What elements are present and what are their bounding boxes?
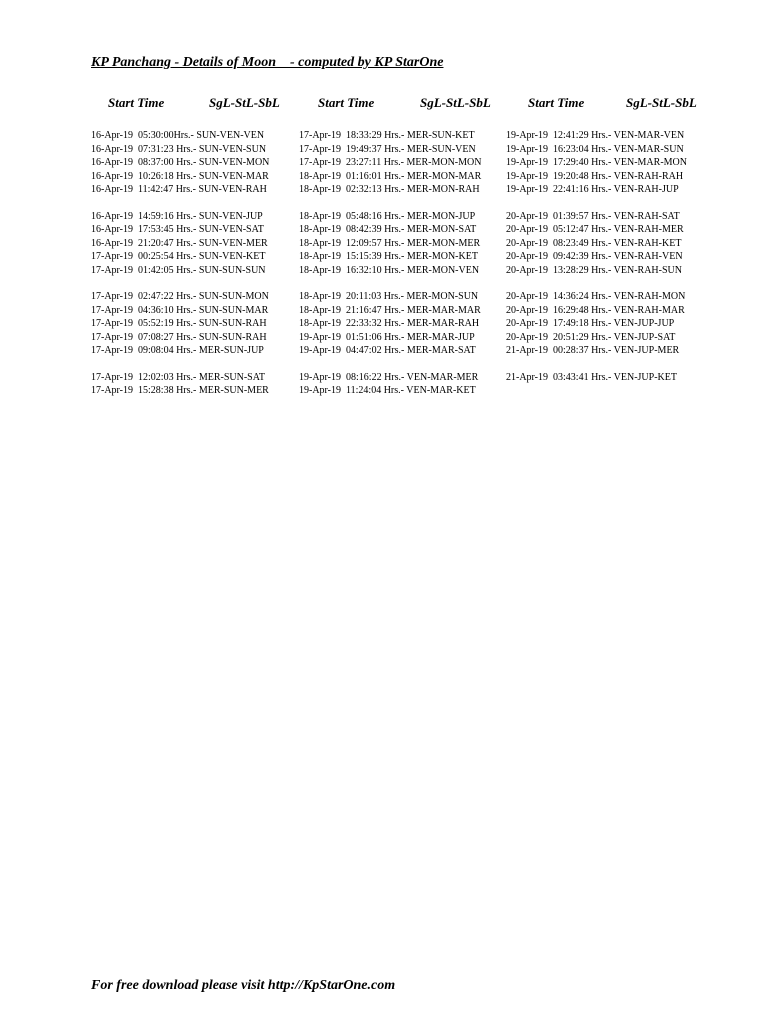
footer-download-note: For free download please visit http://KpStarOne.com: [91, 978, 396, 993]
entry-row: 21-Apr-19 00:28:37 Hrs.- VEN-JUP-MER: [506, 345, 680, 356]
entry-row: 19-Apr-19 16:23:04 Hrs.- VEN-MAR-SUN: [506, 143, 684, 155]
group-spacer: [299, 358, 481, 371]
column-header-sgl-stl-sbl-3: SgL-StL-SbL: [626, 95, 697, 110]
entry-row: 20-Apr-19 05:12:47 Hrs.- VEN-RAH-MER: [506, 224, 684, 235]
entry-row: 16-Apr-19 21:20:47 Hrs.- SUN-VEN-MER: [91, 237, 268, 249]
column-header-sgl-stl-sbl-1: SgL-StL-SbL: [209, 95, 280, 110]
entry-row: 18-Apr-19 05:48:16 Hrs.- MER-MON-JUP: [299, 210, 476, 222]
entries-column-3: [506, 129, 687, 384]
entry-row: 16-Apr-19 05:30:00Hrs.- SUN-VEN-VEN: [91, 130, 265, 141]
entry-row: 17-Apr-19 15:28:38 Hrs.- MER-SUN-MER: [91, 385, 269, 396]
entry-row: 17-Apr-19 02:47:22 Hrs.- SUN-SUN-MON: [91, 291, 269, 302]
entry-row: 17-Apr-19 00:25:54 Hrs.- SUN-VEN-KET: [91, 251, 266, 262]
entry-row: 18-Apr-19 15:15:39 Hrs.- MER-MON-KET: [299, 251, 478, 262]
entry-row: 17-Apr-19 19:49:37 Hrs.- MER-SUN-VEN: [299, 143, 476, 155]
column-header-sgl-stl-sbl-2: SgL-StL-SbL: [420, 95, 491, 110]
entry-row: 19-Apr-19 04:47:02 Hrs.- MER-MAR-SAT: [299, 345, 476, 356]
entry-row: 20-Apr-19 20:51:29 Hrs.- VEN-JUP-SAT: [506, 331, 676, 343]
entry-row: 20-Apr-19 08:23:49 Hrs.- VEN-RAH-KET: [506, 237, 682, 249]
entry-row: 16-Apr-19 07:31:23 Hrs.- SUN-VEN-SUN: [91, 143, 267, 155]
entry-row: 18-Apr-19 12:09:57 Hrs.- MER-MON-MER: [299, 237, 481, 249]
entry-row: 18-Apr-19 22:33:32 Hrs.- MER-MAR-RAH: [299, 318, 480, 329]
column-header-start-time-1: Start Time: [108, 95, 165, 110]
entry-row: 17-Apr-19 01:42:05 Hrs.- SUN-SUN-SUN: [91, 264, 266, 276]
entry-row: 20-Apr-19 09:42:39 Hrs.- VEN-RAH-VEN: [506, 251, 683, 262]
entries-column-1: [91, 129, 269, 398]
group-spacer: [506, 197, 687, 210]
entry-row: 19-Apr-19 08:16:22 Hrs.- VEN-MAR-MER: [299, 371, 479, 383]
entry-row: 18-Apr-19 20:11:03 Hrs.- MER-MON-SUN: [299, 291, 479, 302]
entry-row: 18-Apr-19 21:16:47 Hrs.- MER-MAR-MAR: [299, 304, 481, 316]
entry-row: 17-Apr-19 09:08:04 Hrs.- MER-SUN-JUP: [91, 345, 264, 356]
entry-row: 17-Apr-19 12:02:03 Hrs.- MER-SUN-SAT: [91, 371, 265, 383]
entry-row: 18-Apr-19 01:16:01 Hrs.- MER-MON-MAR: [299, 170, 482, 182]
entry-row: 20-Apr-19 01:39:57 Hrs.- VEN-RAH-SAT: [506, 210, 680, 222]
group-spacer: [299, 277, 481, 290]
entry-row: 19-Apr-19 11:24:04 Hrs.- VEN-MAR-KET: [299, 385, 476, 396]
group-spacer: [299, 197, 481, 210]
entry-row: 19-Apr-19 01:51:06 Hrs.- MER-MAR-JUP: [299, 331, 475, 343]
entry-row: 19-Apr-19 22:41:16 Hrs.- VEN-RAH-JUP: [506, 184, 679, 195]
group-spacer: [91, 197, 269, 210]
entry-row: 17-Apr-19 23:27:11 Hrs.- MER-MON-MON: [299, 157, 482, 168]
entry-row: 16-Apr-19 17:53:45 Hrs.- SUN-VEN-SAT: [91, 224, 264, 235]
entry-row: 16-Apr-19 08:37:00 Hrs.- SUN-VEN-MON: [91, 157, 270, 168]
group-spacer: [506, 277, 687, 290]
entry-row: 19-Apr-19 19:20:48 Hrs.- VEN-RAH-RAH: [506, 170, 684, 182]
entry-row: 17-Apr-19 04:36:10 Hrs.- SUN-SUN-MAR: [91, 304, 269, 316]
entry-row: 17-Apr-19 18:33:29 Hrs.- MER-SUN-KET: [299, 130, 475, 141]
group-spacer: [91, 277, 269, 290]
entry-row: 17-Apr-19 07:08:27 Hrs.- SUN-SUN-RAH: [91, 331, 267, 343]
entry-row: 20-Apr-19 16:29:48 Hrs.- VEN-RAH-MAR: [506, 304, 685, 316]
entries-column-2: [299, 129, 481, 398]
entry-row: 19-Apr-19 17:29:40 Hrs.- VEN-MAR-MON: [506, 157, 687, 168]
entry-row: 21-Apr-19 03:43:41 Hrs.- VEN-JUP-KET: [506, 371, 677, 383]
group-spacer: [91, 358, 269, 371]
column-header-start-time-2: Start Time: [318, 95, 375, 110]
entry-row: 18-Apr-19 08:42:39 Hrs.- MER-MON-SAT: [299, 224, 477, 235]
entry-row: 16-Apr-19 14:59:16 Hrs.- SUN-VEN-JUP: [91, 210, 263, 222]
entry-row: 18-Apr-19 16:32:10 Hrs.- MER-MON-VEN: [299, 264, 480, 276]
page-title: KP Panchang - Details of Moon - computed by KP StarOne: [91, 55, 444, 70]
entry-row: 20-Apr-19 13:28:29 Hrs.- VEN-RAH-SUN: [506, 264, 682, 276]
entry-row: 17-Apr-19 05:52:19 Hrs.- SUN-SUN-RAH: [91, 318, 267, 329]
entry-row: 20-Apr-19 14:36:24 Hrs.- VEN-RAH-MON: [506, 291, 686, 302]
entry-row: 18-Apr-19 02:32:13 Hrs.- MER-MON-RAH: [299, 184, 480, 195]
entry-row: 16-Apr-19 11:42:47 Hrs.- SUN-VEN-RAH: [91, 184, 267, 195]
group-spacer: [506, 358, 687, 371]
column-header-start-time-3: Start Time: [528, 95, 585, 110]
entry-row: 16-Apr-19 10:26:18 Hrs.- SUN-VEN-MAR: [91, 170, 269, 182]
entry-row: 19-Apr-19 12:41:29 Hrs.- VEN-MAR-VEN: [506, 130, 685, 141]
entry-row: 20-Apr-19 17:49:18 Hrs.- VEN-JUP-JUP: [506, 318, 675, 329]
